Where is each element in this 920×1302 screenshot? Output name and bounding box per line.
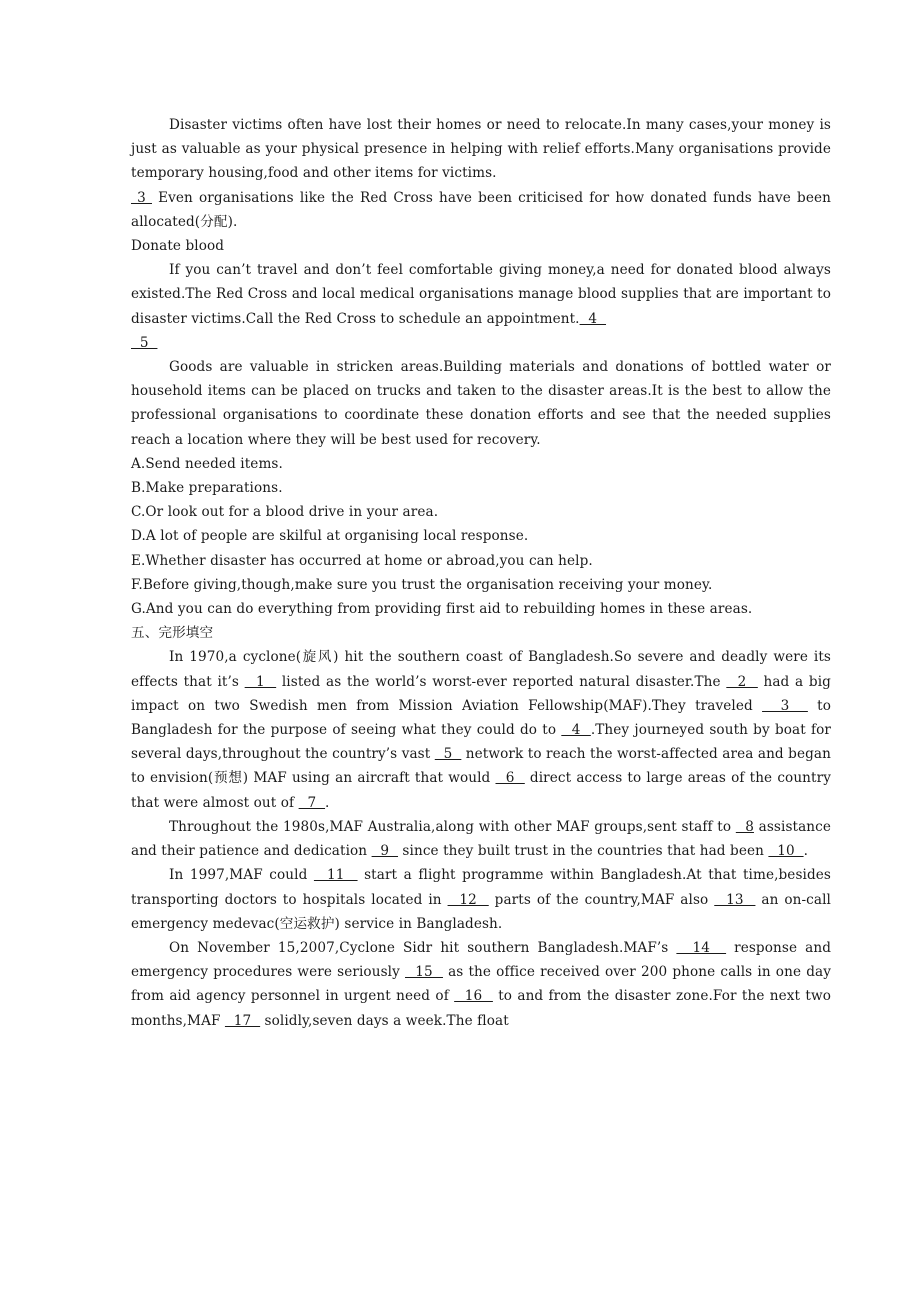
blank-17: 17	[224, 1012, 261, 1029]
paragraph-goods: Goods are valuable in stricken areas.Building materials and donations of bottled water or household items can be placed on trucks and taken to the disaster areas.It is the best to allow the professional organisations to coordinate these donation efforts and see that the needed supplies reach a location where they will be best used for recovery.	[131, 359, 831, 448]
blank-16: 16	[454, 988, 493, 1005]
text-run: If you can’t travel and don’t feel comfortable giving money,a need for donated blood always existed.The Red Cross and local medical organisations manage blood supplies that are important to disaster victims.Call the Red Cross to schedule an appointment.	[131, 262, 831, 327]
blank-12: 12	[447, 891, 489, 908]
option-c: C.Or look out for a blood drive in your area.	[131, 504, 439, 521]
text-run: .They journeyed south by boat for several days,throughout the country’s vast	[131, 722, 831, 763]
blank-3: 3	[131, 189, 152, 206]
cloze-paragraph-2	[131, 815, 831, 863]
text-run: listed as the world’s worst-ever reported natural disaster.The	[276, 673, 727, 690]
text-run: Even organisations like the Red Cross have been criticised for how donated funds have been allocated(分配).	[131, 189, 831, 230]
text-run: On November 15,2007,Cyclone Sidr hit southern Bangladesh.MAF’s	[169, 939, 677, 956]
text-run: network to reach the worst-affected area and began to envision(预想) MAF using an aircraft that would	[131, 746, 831, 787]
cloze-paragraph-4	[131, 936, 831, 1033]
text-run: parts of the country,MAF also	[488, 891, 715, 908]
text-run: .	[325, 794, 330, 811]
text-run: solidly,seven days a week.The float	[260, 1012, 509, 1029]
blank-4: 4	[579, 310, 607, 327]
text-run: to Bangladesh for the purpose of seeing what they could do to	[131, 697, 831, 739]
blank-9: 9	[371, 843, 399, 860]
heading-donate-blood: Donate blood	[131, 238, 225, 255]
text-run: to and from the disaster zone.For the next two months,MAF	[131, 988, 831, 1029]
cloze-paragraph-3	[131, 863, 831, 936]
text-run: In 1997,MAF could	[169, 867, 314, 884]
blank-13: 13	[714, 891, 756, 908]
option-f: F.Before giving,though,make sure you trust the organisation receiving your money.	[131, 576, 713, 593]
blank-1: 1	[244, 673, 277, 690]
text-run: Disaster victims often have lost their homes or need to relocate.In many cases,your money is just as valuable as your physical presence in helping with relief efforts.Many organisations provide temporary housing,food and other items for victims.	[131, 117, 831, 182]
blank-11: 11	[313, 867, 358, 884]
text-run: an on-call emergency medevac(空运救护) service in Bangladesh.	[131, 891, 831, 932]
text-run: had a big impact on two Swedish men from Mission Aviation Fellowship(MAF).They traveled	[131, 673, 831, 714]
cloze-paragraph-1	[131, 645, 831, 814]
option-e: E.Whether disaster has occurred at home or abroad,you can help.	[131, 552, 593, 569]
option-g: G.And you can do everything from providing first aid to rebuilding homes in these areas.	[131, 601, 753, 618]
blank-2: 2	[726, 673, 758, 690]
section-cloze-heading: 五、完形填空	[131, 625, 214, 642]
heading-blank-5	[131, 331, 831, 355]
text-run: .	[803, 843, 808, 860]
blank-15: 15	[405, 964, 443, 981]
text-run: as the office received over 200 phone calls in one day from aid agency personnel in urgent need of	[131, 964, 831, 1005]
blank-10: 10	[768, 843, 804, 860]
text-run: direct access to large areas of the country that were almost out of	[131, 770, 831, 811]
blank-3: 3	[762, 697, 808, 714]
option-d: D.A lot of people are skilful at organising local response.	[131, 528, 529, 545]
paragraph-blood	[131, 258, 831, 331]
text-run: since they built trust in the countries that had been	[398, 843, 769, 860]
document-page	[131, 113, 831, 1033]
text-run: In 1970,a cyclone(旋风) hit the southern coast of Bangladesh.So severe and deadly were its effects that it’s	[131, 649, 831, 690]
blank-4: 4	[561, 722, 591, 739]
blank-8: 8	[735, 818, 754, 835]
option-a: A.Send needed items.	[131, 455, 283, 472]
text-run: Throughout the 1980s,MAF Australia,along with other MAF groups,sent staff to	[169, 818, 736, 835]
text-run: assistance and their patience and dedication	[131, 818, 832, 860]
blank-5: 5	[131, 334, 158, 351]
text-run: response and emergency procedures were seriously	[131, 939, 832, 981]
blank-6: 6	[495, 770, 525, 787]
paragraph-cash-donation	[131, 113, 831, 234]
text-run: start a flight programme within Bangladesh.At that time,besides transporting doctors to hospitals located in	[131, 867, 831, 908]
blank-14: 14	[676, 939, 727, 956]
blank-5: 5	[434, 746, 462, 763]
blank-7: 7	[298, 794, 326, 811]
option-b: B.Make preparations.	[131, 480, 283, 497]
